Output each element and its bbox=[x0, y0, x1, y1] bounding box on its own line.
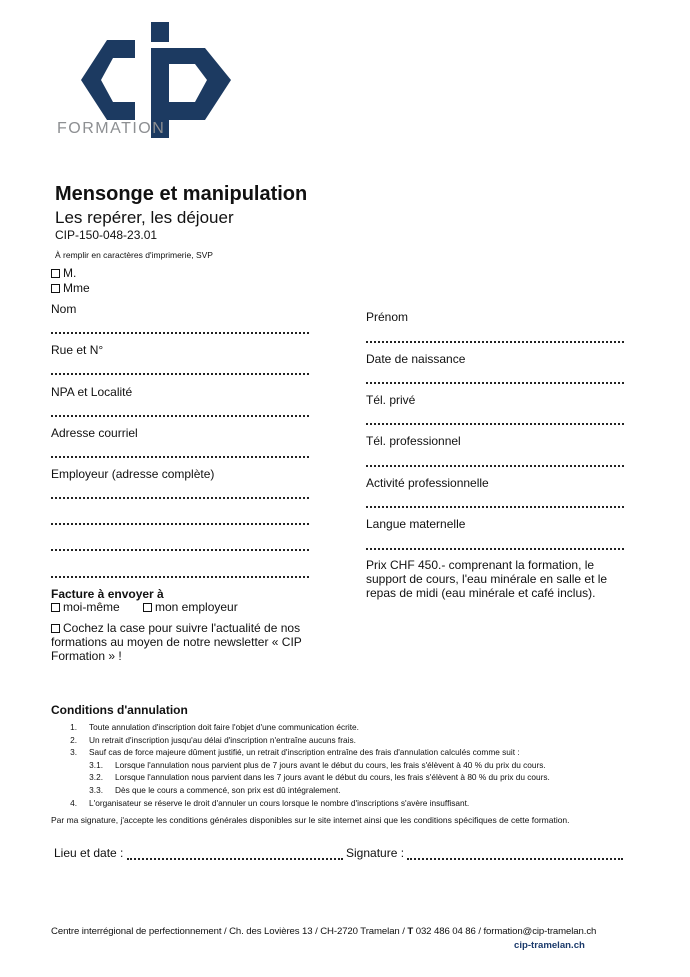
checkbox[interactable] bbox=[51, 624, 60, 633]
nom-field[interactable] bbox=[51, 332, 309, 334]
print-instruction: À remplir en caractères d'imprimerie, SVP bbox=[55, 250, 213, 260]
website-link[interactable]: cip-tramelan.ch bbox=[514, 940, 585, 951]
footer-address: Centre interrégional de perfectionnement / Ch. des Lovières 13 / CH-2720 Tramelan / T 032 486 04 86 / formation@cip-tramelan.ch bbox=[51, 926, 597, 937]
signature-field[interactable] bbox=[407, 858, 623, 860]
place-date-field[interactable] bbox=[127, 858, 343, 860]
conditions-list bbox=[51, 721, 651, 809]
course-subtitle: Les repérer, les déjouer bbox=[55, 208, 234, 227]
signature-label: Signature : bbox=[346, 846, 405, 860]
list-item: 4. L'organisateur se réserve le droit d'annuler un cours lorsque le nombre d'inscriptions s'avère insuffisant. bbox=[70, 797, 470, 808]
list-item: 3.1. Lorsque l'annulation nous parvient plus de 7 jours avant le début du cours, les frais s'élèvent à 40 % du prix du cours. bbox=[89, 759, 546, 770]
activite-label: Activité professionnelle bbox=[366, 476, 489, 490]
price-info: Prix CHF 450.- comprenant la formation, le support de cours, l'eau minérale en salle et le repas de midi (eau minérale et café inclus). bbox=[366, 558, 608, 600]
checkbox[interactable] bbox=[51, 269, 60, 278]
list-item: 1. Toute annulation d'inscription doit faire l'objet d'une communication écrite. bbox=[70, 722, 359, 732]
langue-label: Langue maternelle bbox=[366, 517, 466, 531]
nom-label: Nom bbox=[51, 302, 77, 316]
employeur-field-line-2[interactable] bbox=[51, 523, 309, 525]
invoice-employer-option[interactable]: mon employeur bbox=[143, 600, 238, 614]
checkbox[interactable] bbox=[143, 603, 152, 612]
tel-prive-label: Tél. privé bbox=[366, 393, 416, 407]
employeur-field-line-3[interactable] bbox=[51, 549, 309, 551]
list-item: 2. Un retrait d'inscription jusqu'au délai d'inscription n'entraîne aucuns frais. bbox=[70, 734, 356, 745]
logo-p-bowl bbox=[169, 48, 231, 120]
employeur-field-line-4[interactable] bbox=[51, 576, 309, 578]
prenom-field[interactable] bbox=[366, 341, 624, 343]
date-naissance-field[interactable] bbox=[366, 382, 624, 384]
rue-label: Rue et N° bbox=[51, 343, 104, 357]
list-item: 3. Sauf cas de force majeure dûment justifié, un retrait d'inscription entraîne des frais d'annulation calculés comme suit : bbox=[70, 747, 520, 758]
cip-formation-logo bbox=[55, 22, 235, 142]
rue-field[interactable] bbox=[51, 373, 309, 375]
salutation-mme-option[interactable]: Mme bbox=[51, 281, 90, 295]
conditions-title: Conditions d'annulation bbox=[51, 703, 188, 717]
course-title: Mensonge et manipulation bbox=[55, 183, 308, 205]
npa-localite-label: NPA et Localité bbox=[51, 385, 133, 399]
langue-field[interactable] bbox=[366, 548, 624, 550]
list-item: 3.2. Lorsque l'annulation nous parvient dans les 7 jours avant le début du cours, les frais s'élèvent à 80 % du prix du cours. bbox=[89, 772, 550, 783]
invoice-title: Facture à envoyer à bbox=[51, 587, 164, 601]
list-item: 3.3. Dès que le cours a commencé, son prix est dû intégralement. bbox=[89, 784, 341, 795]
activite-field[interactable] bbox=[366, 506, 624, 508]
prenom-label: Prénom bbox=[366, 310, 409, 324]
checkbox[interactable] bbox=[51, 603, 60, 612]
email-label: Adresse courriel bbox=[51, 426, 138, 440]
agreement-text: Par ma signature, j'accepte les conditions générales disponibles sur le site internet ainsi que les conditions spécifiques de cette formation. bbox=[51, 815, 570, 825]
npa-localite-field[interactable] bbox=[51, 415, 309, 417]
tel-pro-field[interactable] bbox=[366, 465, 624, 467]
employeur-field-line-1[interactable] bbox=[51, 497, 309, 499]
invoice-self-option[interactable]: moi-même bbox=[51, 600, 120, 614]
date-naissance-label: Date de naissance bbox=[366, 352, 466, 366]
checkbox[interactable] bbox=[51, 284, 60, 293]
tel-pro-label: Tél. professionnel bbox=[366, 434, 461, 448]
course-code: CIP-150-048-23.01 bbox=[55, 228, 158, 242]
logo-c-shape bbox=[81, 40, 135, 120]
tel-prive-field[interactable] bbox=[366, 423, 624, 425]
logo-i-dot bbox=[151, 22, 169, 42]
salutation-m-option[interactable]: M. bbox=[51, 266, 76, 280]
email-field[interactable] bbox=[51, 456, 309, 458]
place-date-label: Lieu et date : bbox=[54, 846, 124, 860]
employeur-label: Employeur (adresse complète) bbox=[51, 467, 215, 481]
newsletter-option[interactable]: Cochez la case pour suivre l'actualité de nos formations au moyen de notre newsletter « CIP Formation » ! bbox=[51, 621, 302, 663]
logo-formation-text: FORMATION bbox=[57, 120, 166, 137]
